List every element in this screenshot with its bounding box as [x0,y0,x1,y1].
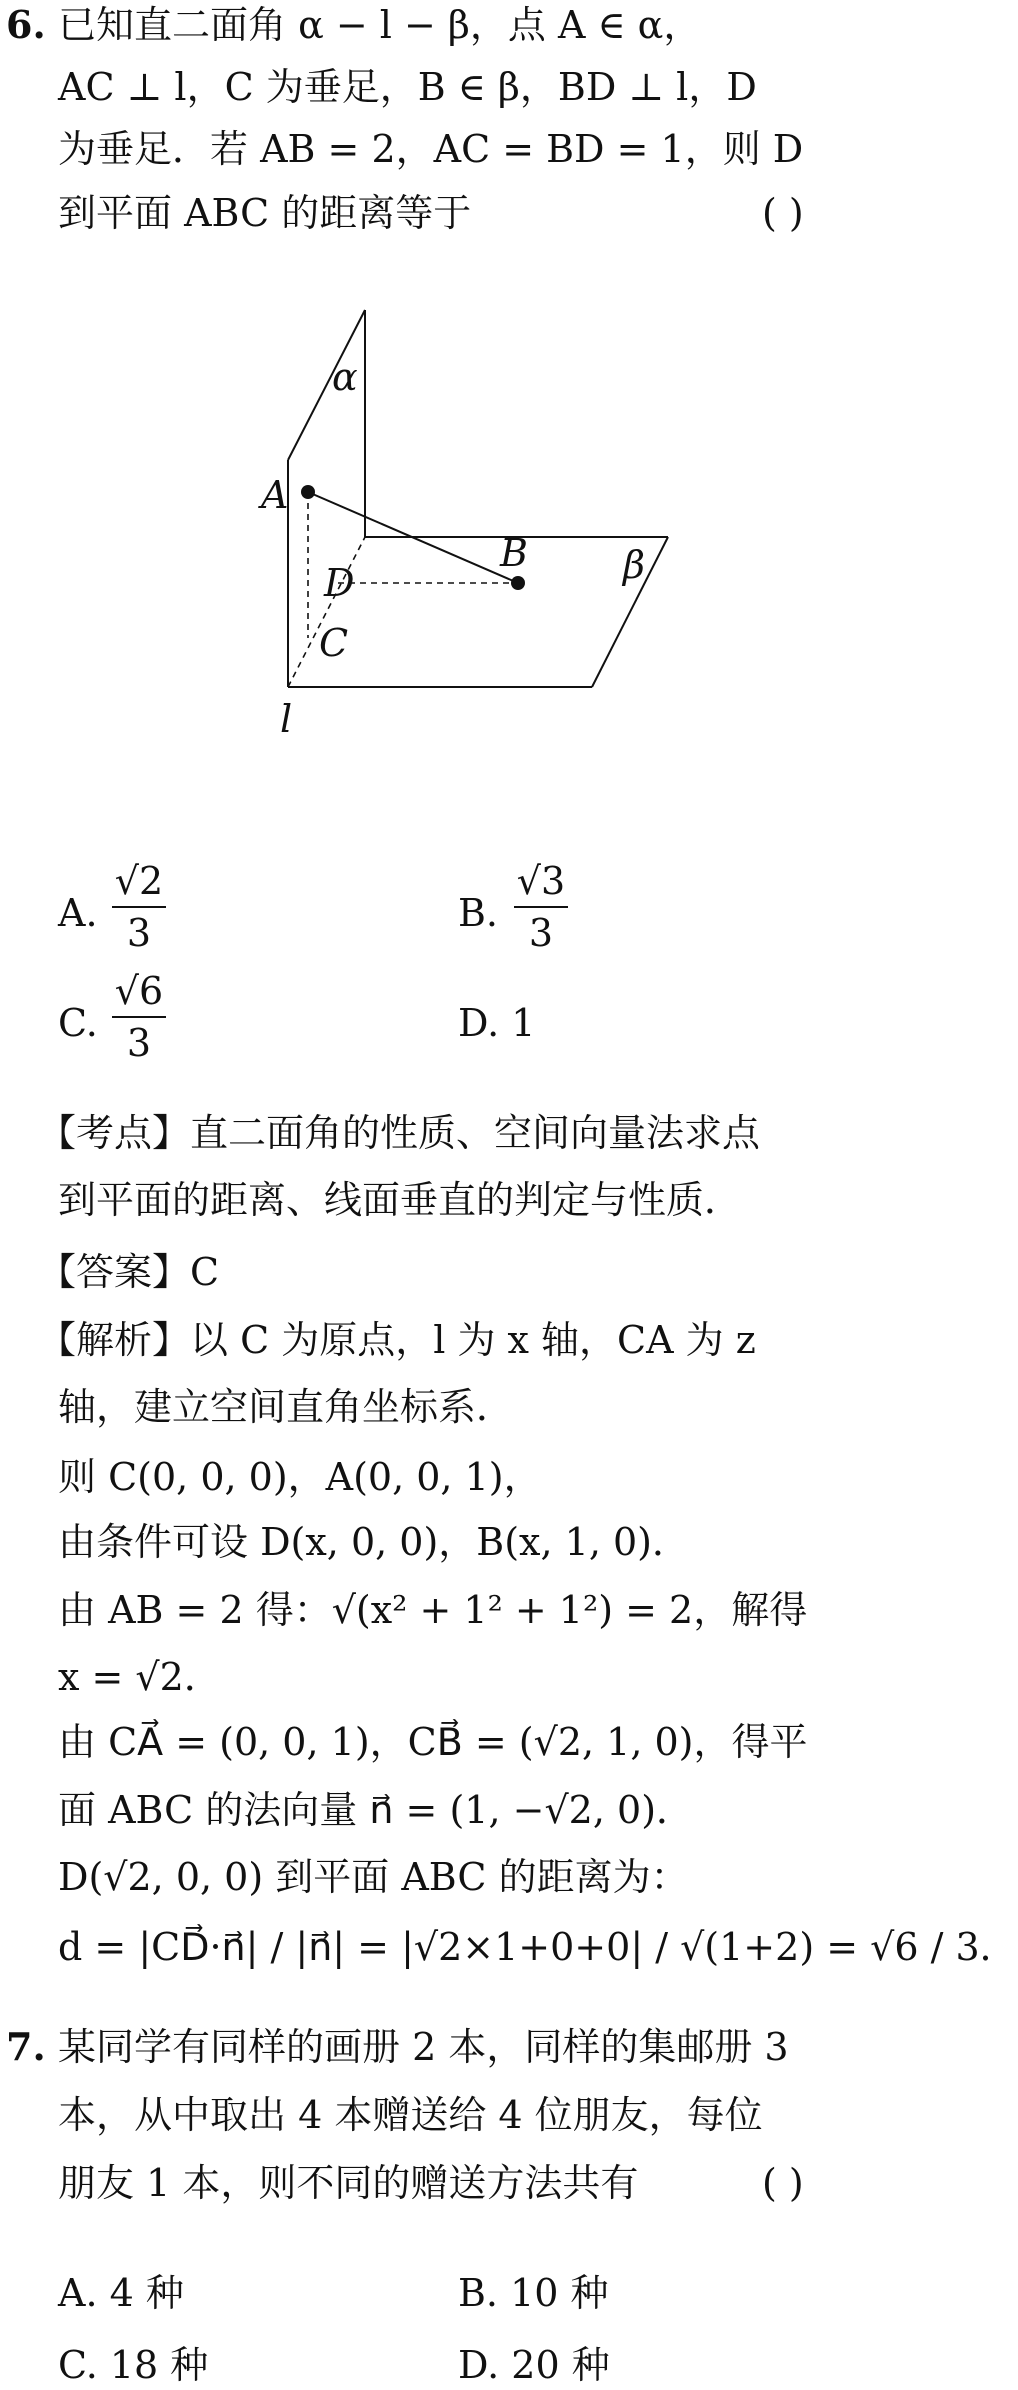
q7-answer-paren: ( ) [762,2161,804,2205]
q7-option-D[interactable]: D. 20 种 [458,2343,610,2387]
q7-stem-line-1: 某同学有同样的画册 2 本，同样的集邮册 3 [58,2025,789,2069]
analysis-line-7: 由 CA⃗ = (0, 0, 1)，CB⃗ = (√2, 1, 0)，得平 [58,1720,808,1764]
option-text: 1 [511,1001,536,1045]
label-beta: β [623,543,645,587]
question-7-number: 7. [6,2024,46,2069]
q7-stem-line-3: 朋友 1 本，则不同的赠送方法共有 [58,2161,639,2205]
q6-stem-line-3: 为垂足．若 AB = 2，AC = BD = 1，则 D [58,127,804,171]
fraction-bar [112,906,166,908]
question-6-number: 6. [6,2,46,47]
q6-option-C-fraction[interactable] [112,968,166,1066]
label-C: C [319,621,349,665]
fraction-numerator: √3 [516,859,566,903]
fraction-numerator: √6 [114,969,164,1013]
fraction-numerator: √2 [114,859,164,903]
option-label: D. [458,1001,500,1045]
q6-answer-paren: ( ) [762,191,804,235]
q6-option-D[interactable] [458,998,535,1048]
q7-option-A[interactable]: A. 4 种 [58,2271,184,2315]
dihedral-angle-figure [255,300,675,740]
fraction-bar [112,1016,166,1018]
analysis-line-2: 轴，建立空间直角坐标系． [58,1385,515,1429]
label-alpha: α [332,355,358,399]
q6-stem-line-4: 到平面 ABC 的距离等于 [58,191,472,235]
q6-option-A-label[interactable]: A. [58,891,98,935]
analysis-line-1: 【解析】以 C 为原点，l 为 x 轴，CA 为 z [38,1318,756,1362]
answer-line: 【答案】C [38,1250,220,1294]
analysis-line-10: d = |CD⃗·n⃗| / |n⃗| = |√2×1+0+0| / √(1+2) = √6 / 3． [58,1925,1018,1969]
point-A [301,485,315,499]
q7-option-C[interactable]: C. 18 种 [58,2343,209,2387]
q6-stem-line-1: 已知直二面角 α − l − β，点 A ∈ α， [58,3,702,47]
q7-option-B[interactable]: B. 10 种 [458,2271,609,2315]
fraction-denominator: 3 [528,911,554,955]
analysis-line-3: 则 C(0, 0, 0)，A(0, 0, 1)， [58,1455,542,1499]
label-A: A [261,473,289,517]
analysis-line-8: 面 ABC 的法向量 n⃗ = (1, −√2, 0)． [58,1788,695,1832]
point-B [511,576,525,590]
q6-option-C-label[interactable]: C. [58,1001,98,1045]
q6-option-B-label[interactable]: B. [458,891,499,935]
q6-stem-line-2: AC ⊥ l，C 为垂足，B ∈ β，BD ⊥ l，D [58,65,757,109]
analysis-line-6: x = √2． [58,1655,222,1699]
kaodian-line-1: 【考点】直二面角的性质、空间向量法求点 [38,1111,761,1155]
q7-stem-line-2: 本，从中取出 4 本赠送给 4 位朋友，每位 [58,2093,763,2137]
q6-option-A-fraction[interactable] [112,858,166,956]
fraction-denominator: 3 [126,1021,152,1065]
label-D: D [324,561,355,605]
fraction-denominator: 3 [126,911,152,955]
analysis-line-9: D(√2, 0, 0) 到平面 ABC 的距离为： [58,1855,689,1899]
label-l: l [280,697,293,741]
analysis-line-5: 由 AB = 2 得：√(x² + 1² + 1²) = 2，解得 [58,1588,808,1632]
analysis-line-4: 由条件可设 D(x, 0, 0)，B(x, 1, 0)． [58,1520,690,1564]
fraction-bar [514,906,568,908]
label-B: B [500,531,528,575]
q6-option-B-fraction[interactable] [514,858,568,956]
kaodian-line-2: 到平面的距离、线面垂直的判定与性质． [58,1178,743,1222]
